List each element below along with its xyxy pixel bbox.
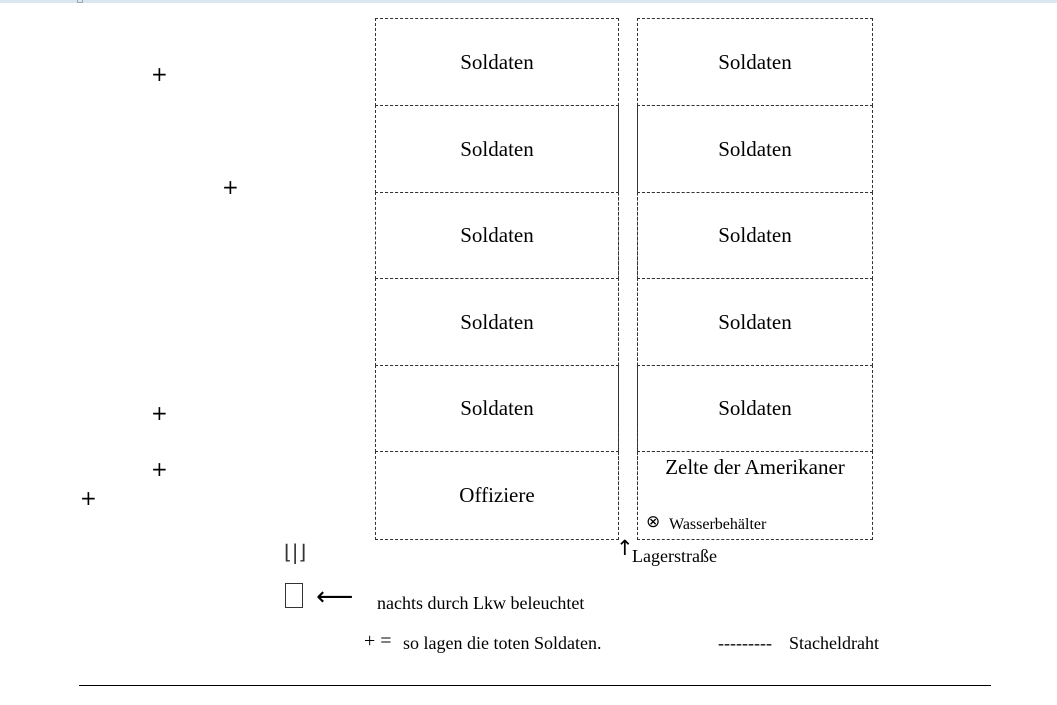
- enclosure-soldaten: [375, 105, 619, 193]
- dead-soldier-marker: +: [80, 486, 97, 510]
- legend-wire-key: ---------: [718, 633, 772, 653]
- truck-box-icon: [285, 583, 303, 608]
- road-label: Lagerstraße: [632, 546, 717, 566]
- top-edge-marker-icon: [77, 0, 83, 3]
- enclosure-label: Soldaten: [460, 223, 534, 247]
- enclosure-offiziere: [375, 451, 619, 540]
- water-container-icon: ⊗: [646, 512, 661, 532]
- enclosure-soldaten: [375, 192, 619, 279]
- enclosure-soldaten: [375, 365, 619, 452]
- enclosure-soldaten: [375, 18, 619, 106]
- dead-soldier-marker: +: [151, 457, 168, 481]
- water-container-label: Wasserbehälter: [669, 516, 767, 533]
- enclosure-soldaten: [637, 105, 873, 193]
- enclosure-label: Soldaten: [460, 396, 534, 420]
- truck-symbol-icon: ⌊|⌋: [284, 540, 307, 564]
- enclosure-soldaten: [637, 278, 873, 366]
- american-tents-label: Zelte der Amerikaner: [665, 455, 845, 479]
- enclosure-label: Soldaten: [460, 49, 534, 74]
- legend-dead-key: + =: [364, 630, 392, 652]
- enclosure-label: Soldaten: [718, 309, 792, 334]
- enclosure-label: Soldaten: [460, 309, 534, 334]
- enclosure-soldaten: [375, 278, 619, 366]
- top-window-edge: [0, 0, 1057, 3]
- footer-rule: [79, 685, 991, 686]
- legend-wire-text: Stacheldraht: [789, 633, 879, 653]
- dead-soldier-marker: +: [151, 401, 168, 425]
- enclosure-soldaten: [637, 18, 873, 106]
- up-arrow-icon: ↑: [616, 536, 634, 560]
- enclosure-soldaten: [637, 192, 873, 279]
- camp-road: [618, 18, 638, 540]
- enclosure-label: Soldaten: [718, 49, 792, 74]
- enclosure-american-tents: [637, 451, 873, 540]
- enclosure-label: Offiziere: [459, 483, 535, 507]
- dead-soldier-marker: +: [151, 62, 168, 86]
- enclosure-label: Soldaten: [718, 396, 792, 420]
- enclosure-label: Soldaten: [718, 136, 792, 161]
- left-arrow-icon: ⟵: [316, 582, 354, 612]
- enclosure-label: Soldaten: [718, 223, 792, 247]
- enclosure-soldaten: [637, 365, 873, 452]
- dead-soldier-marker: +: [222, 175, 239, 199]
- legend-dead-text: so lagen die toten Soldaten.: [403, 633, 602, 653]
- truck-label: nachts durch Lkw beleuchtet: [377, 593, 585, 613]
- enclosure-label: Soldaten: [460, 136, 534, 161]
